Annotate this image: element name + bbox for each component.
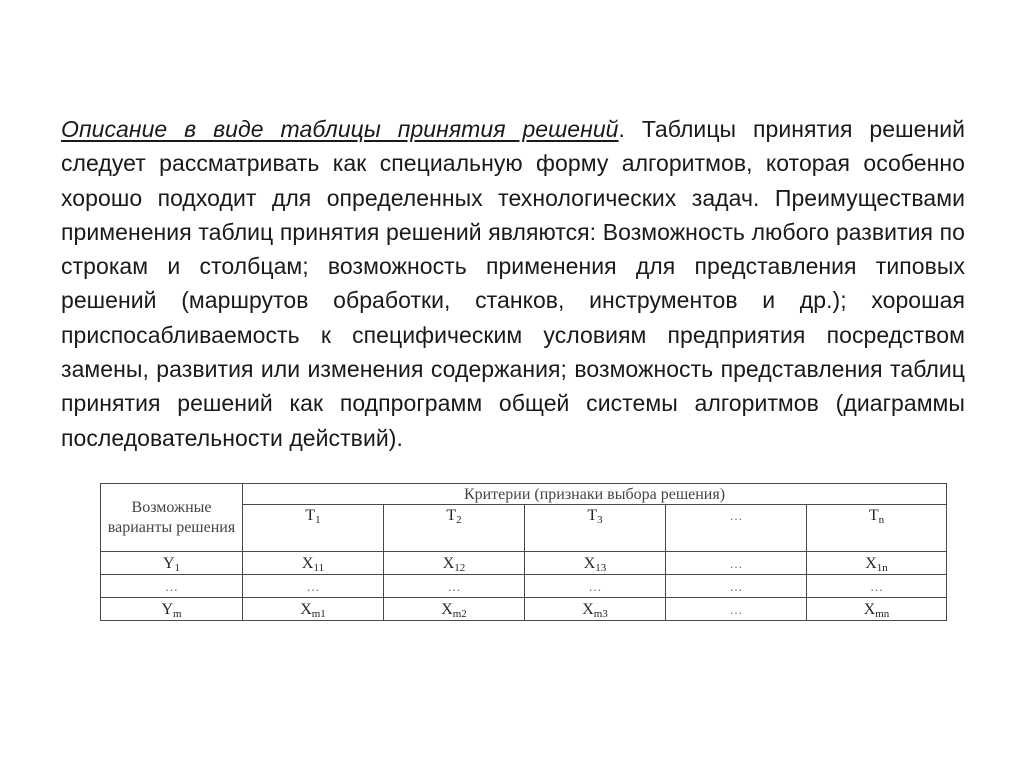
paragraph-body: Таблицы принятия решений следует рассматривать как специальную форму алгоритмов, которая особенно хорошо подходит для определенных технологических задач. Преимуществами применения таблиц принятия решений являются: Возможность любого развития по строкам и столбцам; возможность применения для представления типовых решений (маршрутов обработки, станков, инструментов и др.); хорошая приспосабливаемость к специфическим условиям предприятия посредством замены, развития или изменения содержания; возможность представления таблиц принятия решений как подпрограмм общей системы алгоритмов (диаграммы последовательности действий). bbox=[61, 116, 965, 451]
cell-symbol: X bbox=[441, 600, 453, 618]
corner-header: Возможные варианты решения bbox=[101, 484, 243, 552]
cell-index: mn bbox=[875, 607, 890, 620]
table-cell bbox=[243, 552, 384, 575]
cell-symbol: X bbox=[865, 554, 877, 572]
cell-index: 13 bbox=[595, 561, 607, 574]
criterion-header bbox=[243, 505, 384, 552]
table-cell bbox=[666, 552, 807, 575]
cell-symbol: X bbox=[442, 554, 455, 572]
ellipsis: … bbox=[447, 578, 461, 594]
cell-index: m1 bbox=[311, 607, 326, 620]
criterion-header bbox=[384, 505, 525, 552]
ellipsis: … bbox=[729, 555, 743, 571]
table-cell bbox=[666, 575, 807, 598]
criterion-symbol: T bbox=[305, 507, 316, 524]
criterion-index: 1 bbox=[315, 514, 321, 526]
variant-index: m bbox=[173, 607, 182, 620]
paragraph-lead-end: . bbox=[618, 116, 625, 142]
table-cell bbox=[807, 598, 947, 621]
ellipsis: … bbox=[729, 578, 743, 594]
criterion-symbol: T bbox=[868, 507, 879, 524]
criterion-symbol: T bbox=[446, 507, 457, 524]
table-row bbox=[101, 575, 947, 598]
paragraph-lead: Описание в виде таблицы принятия решений bbox=[61, 116, 619, 142]
criteria-header: Критерии (признаки выбора решения) bbox=[243, 484, 947, 505]
cell-index: 1n bbox=[876, 561, 888, 574]
criterion-index: n bbox=[878, 514, 885, 526]
table-cell bbox=[384, 575, 525, 598]
cell-index: 11 bbox=[313, 561, 325, 574]
variant-symbol: Y bbox=[161, 600, 173, 618]
cell-index: m2 bbox=[452, 607, 467, 620]
description-paragraph bbox=[61, 112, 965, 455]
variant-symbol: Y bbox=[162, 554, 175, 572]
row-label bbox=[101, 598, 243, 621]
ellipsis: … bbox=[729, 601, 743, 617]
criterion-header bbox=[807, 505, 947, 552]
table-cell bbox=[525, 552, 666, 575]
row-label bbox=[101, 575, 243, 598]
cell-symbol: X bbox=[863, 600, 876, 618]
table-row bbox=[101, 552, 947, 575]
table-cell bbox=[525, 598, 666, 621]
row-label bbox=[101, 552, 243, 575]
table-cell bbox=[666, 598, 807, 621]
ellipsis: … bbox=[870, 578, 883, 594]
variant-index: 1 bbox=[174, 561, 181, 574]
table-cell bbox=[807, 552, 947, 575]
ellipsis: … bbox=[165, 578, 178, 594]
table-cell bbox=[807, 575, 947, 598]
table-cell bbox=[243, 575, 384, 598]
cell-index: m3 bbox=[593, 607, 608, 620]
ellipsis: … bbox=[588, 578, 602, 594]
cell-symbol: X bbox=[583, 554, 596, 572]
cell-index: 12 bbox=[454, 561, 466, 574]
criterion-header bbox=[525, 505, 666, 552]
criterion-header bbox=[666, 505, 807, 552]
cell-symbol: X bbox=[582, 600, 594, 618]
criterion-index: 2 bbox=[456, 514, 462, 526]
table-row bbox=[101, 598, 947, 621]
criterion-symbol: T bbox=[587, 507, 598, 524]
table-cell bbox=[525, 575, 666, 598]
table-cell bbox=[384, 552, 525, 575]
cell-symbol: X bbox=[300, 600, 312, 618]
ellipsis: … bbox=[306, 578, 320, 594]
criterion-index: 3 bbox=[597, 514, 603, 526]
ellipsis: … bbox=[729, 508, 743, 523]
cell-symbol: X bbox=[301, 554, 314, 572]
table-cell bbox=[384, 598, 525, 621]
table-cell bbox=[243, 598, 384, 621]
decision-table bbox=[100, 483, 947, 621]
